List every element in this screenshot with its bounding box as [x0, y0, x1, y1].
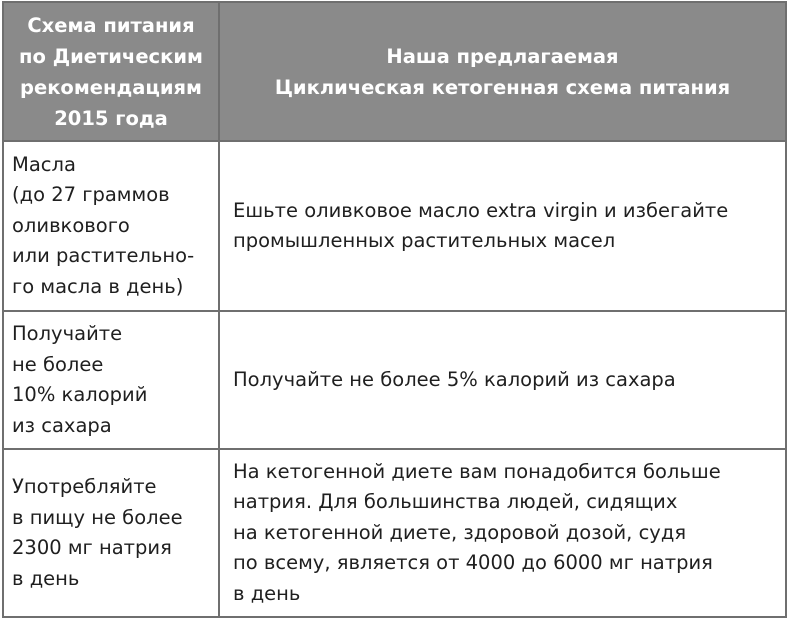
row-sugar-recommendation-text [233, 365, 676, 396]
row-sugar-guideline [4, 312, 220, 450]
row-sodium-recommendation [220, 450, 785, 616]
table-line: промышленных растительных масел [233, 229, 616, 252]
row-sugar-guideline-text [12, 319, 147, 441]
header-cyclic-keto-plan [220, 3, 785, 142]
table-line: не более [12, 352, 104, 376]
header-col2-text [275, 41, 730, 103]
table-line: в день [12, 566, 80, 590]
header-col1-line: Схема питания [27, 13, 195, 37]
comparison-table [2, 1, 787, 618]
row-oils-guideline [4, 142, 220, 312]
row-oils-guideline-text [12, 150, 194, 303]
row-sodium-recommendation-text [233, 457, 721, 610]
row-sodium-guideline-text [12, 472, 183, 594]
row-sugar-recommendation [220, 312, 785, 450]
table-line: или растительно- [12, 244, 195, 268]
row-oils-recommendation [220, 142, 785, 312]
row-oils-recommendation-text [233, 196, 728, 257]
table-line: 10% калорий [12, 383, 148, 406]
table-line: оливкового [12, 213, 130, 237]
table-line: из сахара [12, 413, 112, 437]
table-line: Получайте не более 5% калорий из сахара [233, 367, 676, 391]
table-line: по всему, является от 4000 до 6000 мг натрия [233, 551, 713, 575]
table-line: в день [233, 581, 301, 605]
table-line: Ешьте оливковое масло extra virgin и избегайте [233, 198, 729, 222]
table-line: 2300 мг натрия [12, 536, 172, 559]
header-col2-line: Наша предлагаемая [386, 44, 619, 68]
row-sodium-guideline [4, 450, 220, 616]
header-col2-line: Циклическая кетогенная схема питания [274, 75, 731, 99]
table-line: (до 27 граммов [12, 183, 170, 207]
table-line: в пищу не более [12, 505, 183, 529]
table-line: Получайте [12, 322, 123, 345]
header-dietary-guidelines [4, 3, 220, 142]
table-line: Масла [12, 152, 76, 176]
table-line: На кетогенной диете вам понадобится больше [233, 459, 721, 483]
table-line: го масла в день) [12, 274, 184, 298]
header-col1-line: по Диетическим [19, 44, 203, 68]
header-col1-line: рекомендациям [20, 75, 202, 99]
table-line: на кетогенной диете, здоровой дозой, судя [233, 520, 687, 544]
header-col1-line: 2015 года [54, 106, 168, 130]
table-line: Употребляйте [12, 475, 157, 498]
header-col1-text [19, 10, 203, 134]
table-line: натрия. Для большинства людей, сидящих [233, 490, 678, 514]
